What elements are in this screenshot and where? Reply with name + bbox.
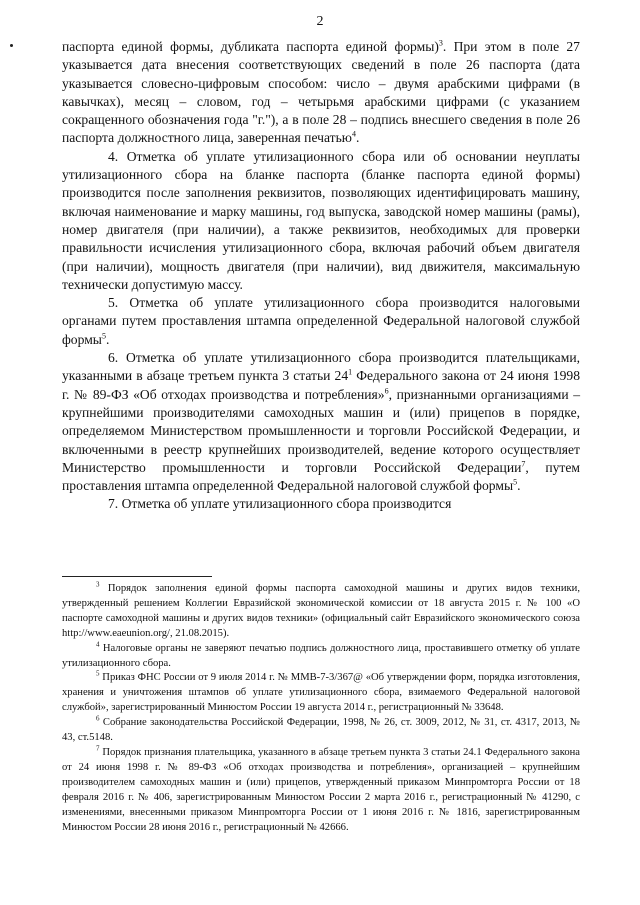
article-superscript: 1 [348,367,353,377]
paragraph-text: 5. Отметка об уплате утилизационного сбора производится налоговыми органами путем проставления штампа определенной Федеральной налоговой службой формы [62,295,580,347]
body-text [62,38,580,514]
footnote-ref[interactable]: 7 [521,459,526,469]
footnote-text: Порядок признания плательщика, указанного в абзаце третьем пункта 3 статьи 24.1 Федерального закона от 24 июня 1998 г. № 89-ФЗ «Об отходах производства и потребления», организацией – крупнейшим производителем самоходных машин и (или) прицепов, утвержденный приказом Минпромторга России от 18 февраля 2016 г. № 406, зарегистрированным Минюстом России 2 марта 2016 г., регистрационный № 41290, с изменениями, внесенными приказом Минпромторга России от 1 июня 2016 г. № 1816, зарегистрированным Минюстом России 28 июня 2016 г., регистрационный № 42666. [62,746,580,833]
paragraph-4 [62,148,580,294]
footnote-number: 7 [96,744,100,753]
paragraph-6 [62,349,580,495]
paragraph-text: . При этом в поле 27 указывается дата внесения соответствующих сведений в поле 26 паспорта (дата указывается словесно-цифровым способом: число – двумя арабскими цифрами (в кавычках), месяц – словом, год – четырьмя арабскими цифрами (с указанием сокращенного обозначения года "г."), а в поле 28 – подпись внесшего сведения в поле 26 паспорта должностного лица, заверенная печатью [62,39,580,146]
paragraph-text: Федерального закона от 24 июня 1998 г. № 89-ФЗ «Об отходах производства и потребления» [62,368,580,402]
paragraph-text: , признанными организациями – крупнейшими производителями самоходных машин и (или) прицепов в порядке, определяемом Министерством промышленности и торговли Российской Федерации, и включенными в реестр крупнейших производителей, ведение которого осуществляет Министерство промышленности и торговли Российской Федерации [62,386,580,475]
paragraph-text: 4. Отметка об уплате утилизационного сбора или об основании неуплаты утилизационного сбора на бланке паспорта (бланке паспорта единой формы) производится после заполнения реквизитов, позволяющих идентифицировать машину, включая наименование и марку машины, год выпуска, заводской номер машины (рамы), номер двигателя (при наличии), а также реквизитов, необходимых для проверки правильности исчисления утилизационного сбора, включая рабочий объем двигателя (при наличии), мощность двигателя (при наличии), вид движителя, максимальную технически допустимую массу. [62,148,580,292]
footnote-ref[interactable]: 5 [101,331,106,341]
paragraph-text: паспорта единой формы, дубликата паспорта единой формы) [62,39,439,54]
paragraph-7 [62,495,580,513]
footnote-ref[interactable]: 6 [384,386,389,396]
footnote-text: Налоговые органы не заверяют печатью подпись должностного лица, проставившего отметку об уплате утилизационного сбора. [62,642,580,669]
paragraph-text: 6. Отметка об уплате утилизационного сбора производится плательщиками, указанными в абзаце третьем пункта 3 статьи 24 [62,350,580,384]
footnote-ref[interactable]: 3 [438,38,443,48]
footnote-text: Порядок заполнения единой формы паспорта самоходной машины и других видов техники, утвержденный решением Коллегии Евразийской экономической комиссии от 18 августа 2015 г. № 100 «О паспорте самоходной машины и других видов техники» (официальный сайт Евразийского экономического союза http://www.eaeunion.org/, 21.08.2015). [62,583,580,639]
footnote [62,671,580,716]
footnote-text: Приказ ФНС России от 9 июля 2014 г. № ММВ-7-3/367@ «Об утверждении форм, порядка изготовления, хранения и уничтожения штампов об уплате утилизационного сбора, взимаемого Федеральной налоговой службой», зарегистрированный Минюстом России 19 августа 2014 г., регистрационный № 33648. [62,672,580,714]
footnotes [62,582,580,835]
footnote [62,746,580,835]
paragraph-text: . [517,478,521,494]
paragraph-text: 7. Отметка об уплате утилизационного сбора производится [108,496,452,512]
footnote-ref[interactable]: 4 [351,129,356,139]
paragraph-text: . [105,331,110,347]
paragraph-continuation [62,38,580,148]
footnote [62,716,580,746]
footnote-number: 4 [96,640,100,649]
paragraph-text: . [355,130,360,146]
margin-dot [10,44,13,47]
footnote-separator [62,576,212,577]
paragraph-5 [62,294,580,349]
footnote-number: 5 [96,669,100,678]
footnote-number: 3 [96,580,100,589]
footnote-ref[interactable]: 5 [513,477,518,487]
footnote [62,642,580,672]
footnote-text: Собрание законодательства Российской Федерации, 1998, № 26, ст. 3009, 2012, № 31, ст. 4317, 2013, № 43, ст.5148. [62,717,581,744]
page-number: 2 [316,14,324,29]
paragraph-text: , путем проставления штампа определенной Федеральной налоговой службой формы [62,459,580,494]
footnote-number: 6 [96,714,100,723]
footnote [62,582,580,642]
